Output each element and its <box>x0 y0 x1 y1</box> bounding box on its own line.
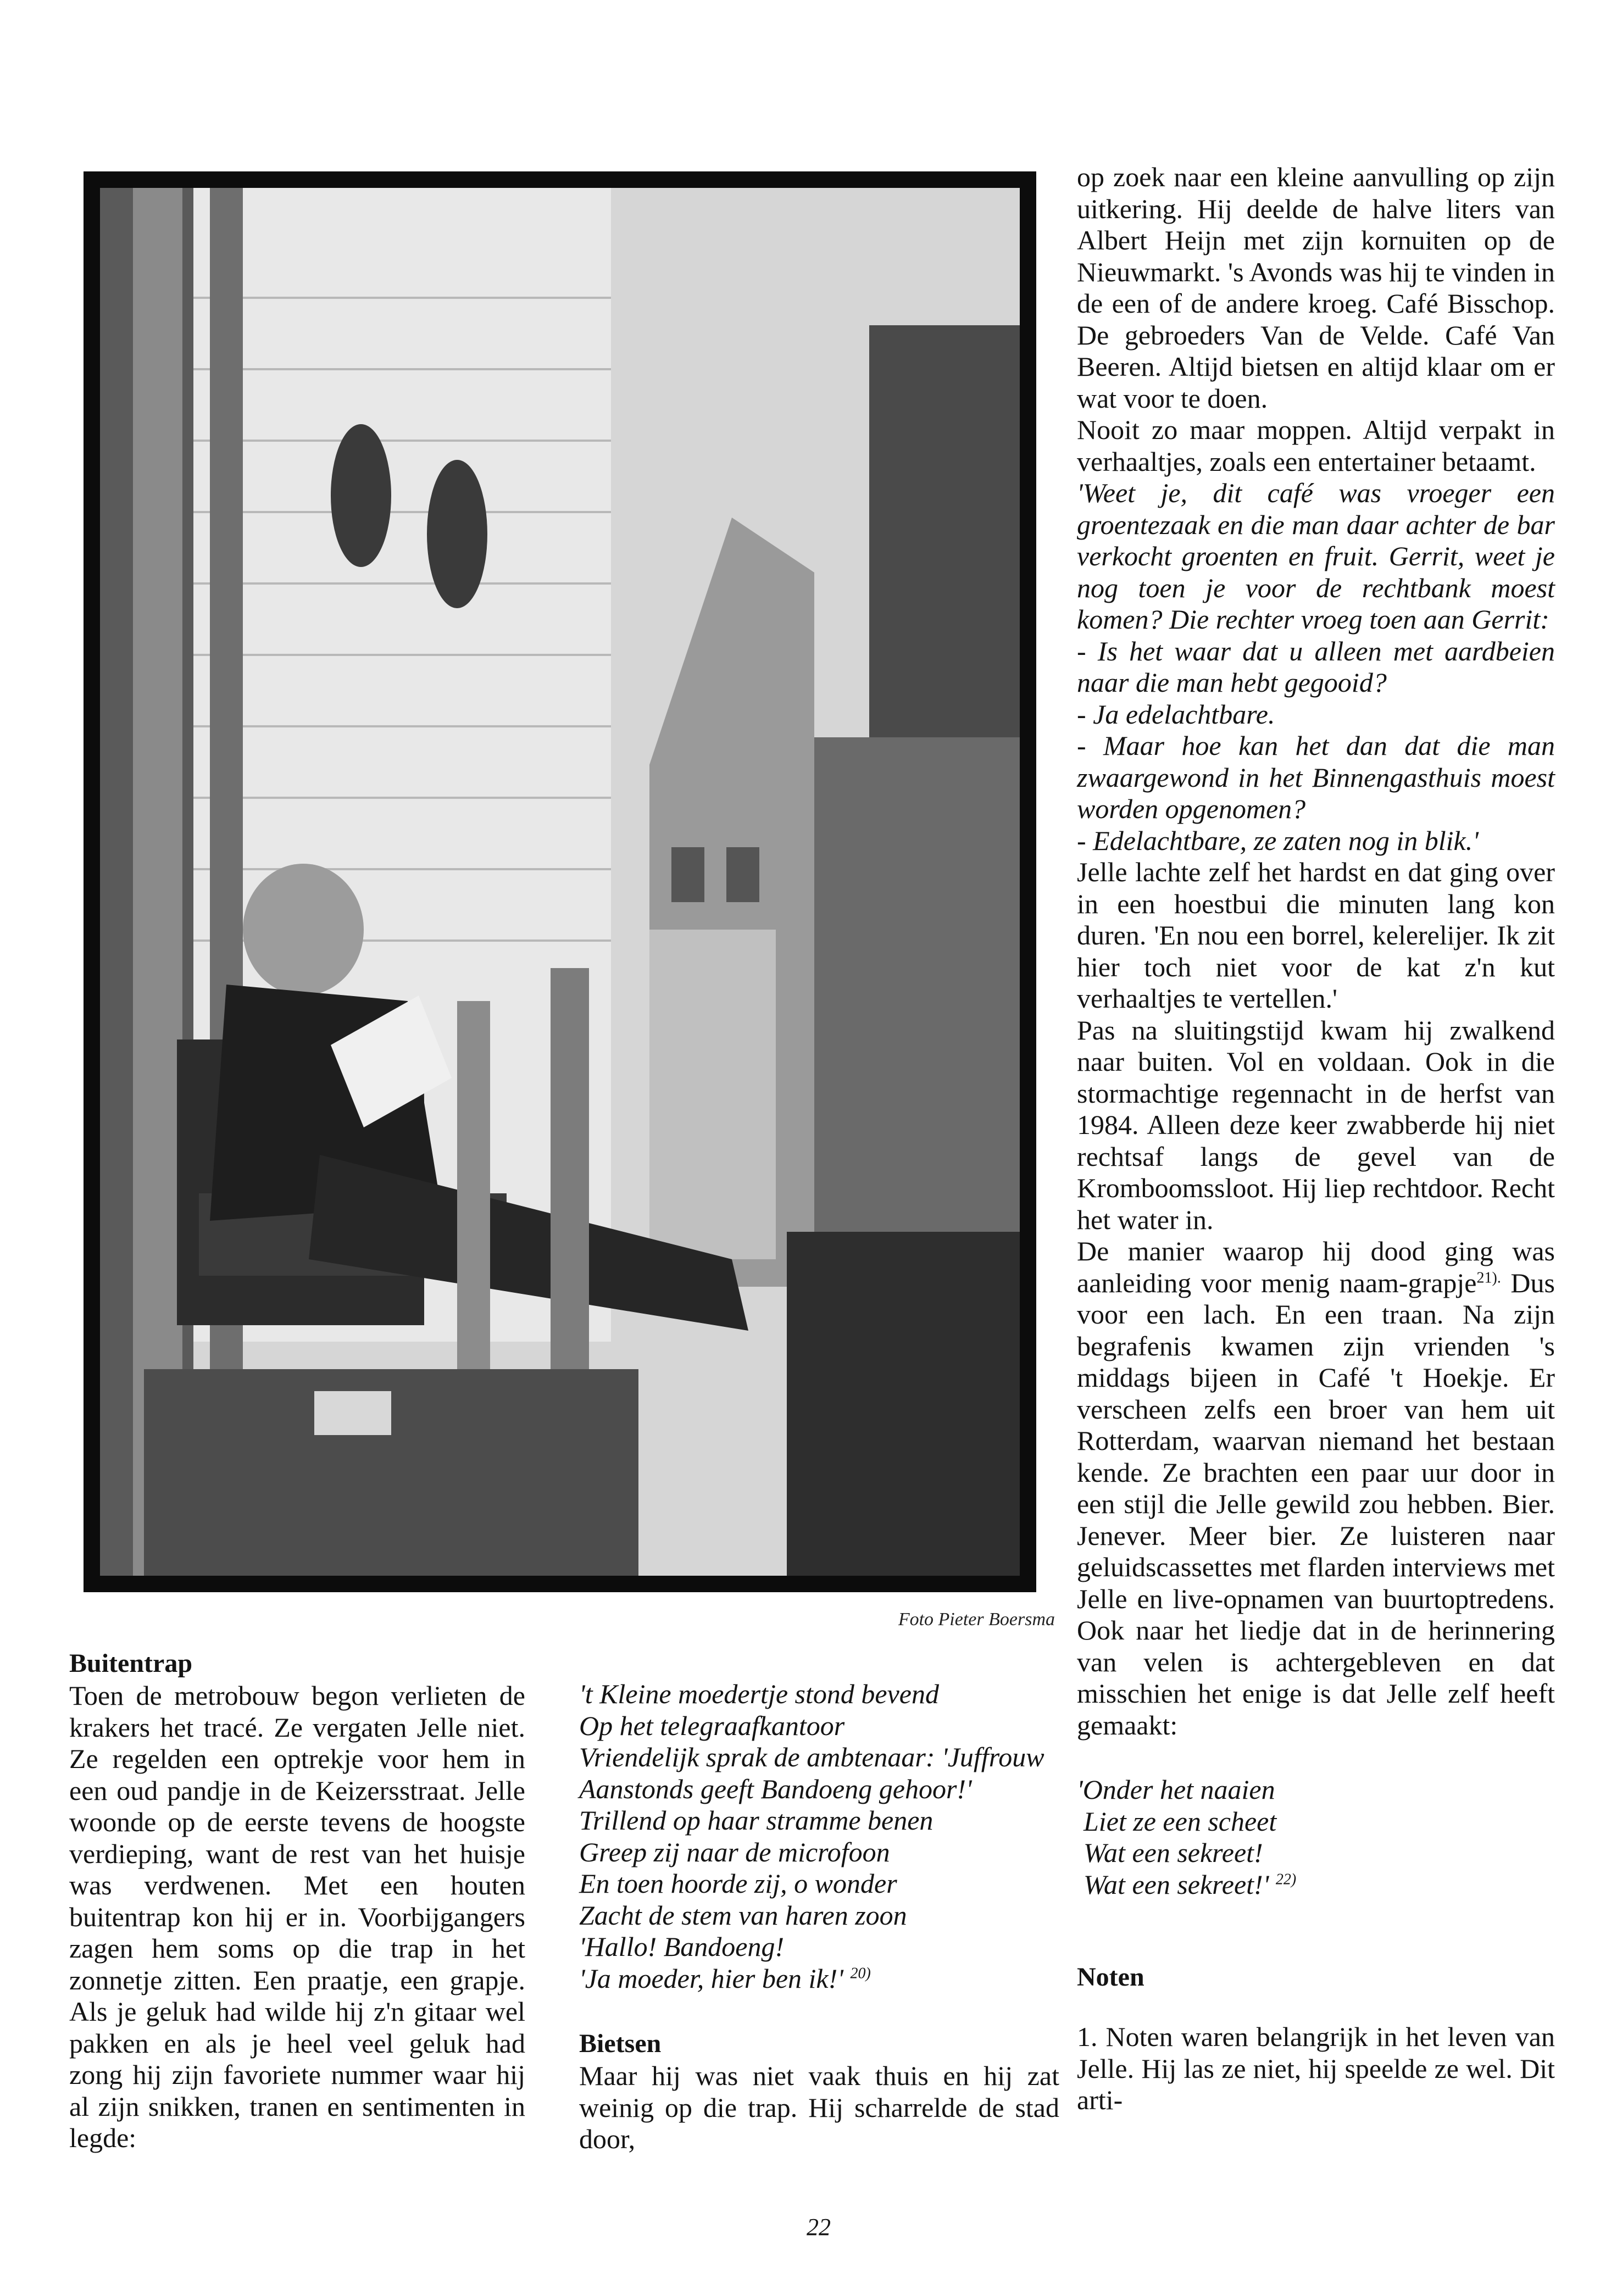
quote-line: - Is het waar dat u alleen met aardbeien naar die man hebt gegooid? <box>1077 635 1555 698</box>
column-left <box>69 1647 525 2154</box>
quote-line: - Ja edelachtbare. <box>1077 698 1275 730</box>
paragraph-hoestbui: Jelle lachte zelf het hardst en dat ging over in een hoestbui die minuten lang kon duren. 'En nou een borrel, kelerelijer. Ik zit hier toch niet voor de kat z'n kut verhaaltjes te vertellen.' <box>1077 857 1555 1014</box>
photo-frame <box>84 171 1036 1592</box>
poem-line: 'Ja moeder, hier ben ik!' <box>579 1963 843 1994</box>
paragraph-begrafenis <box>1077 1236 1555 1741</box>
column-right <box>1077 162 1555 2116</box>
poem-line: Wat een sekreet!' <box>1083 1869 1269 1900</box>
photograph-man-reading-on-stair <box>100 188 1020 1576</box>
poem-line: Trillend op haar stramme benen <box>579 1805 933 1836</box>
poem-line: Liet ze een scheet <box>1083 1805 1277 1837</box>
section-heading-buitentrap: Buitentrap <box>69 1649 193 1678</box>
poem-bandoeng <box>579 1678 1059 1994</box>
quote-line: - Maar hoe kan het dan dat die man zwaargewond in het Binnengasthuis moest worden opgenomen? <box>1077 730 1555 824</box>
paragraph-uitkering: op zoek naar een kleine aanvulling op zijn uitkering. Hij deelde de halve liters van Albert Heijn met zijn kornuiten op de Nieuwmarkt. 's Avonds was hij te vinden in de een of de andere kroeg. Café Bisschop. De gebroeders Van de Velde. Café Van Beeren. Altijd bietsen en altijd klaar om er wat voor te doen. <box>1077 162 1555 414</box>
footnote-ref-22: 22) <box>1275 1870 1297 1888</box>
poem-line: Vriendelijk sprak de ambtenaar: 'Juffrouw <box>579 1742 1044 1772</box>
poem-line: Aanstonds geeft Bandoeng gehoor!' <box>579 1773 972 1804</box>
paragraph-bietsen: Maar hij was niet vaak thuis en hij zat weinig op die trap. Hij scharrelde de stad door, <box>579 2060 1059 2154</box>
paragraph-text: Dus voor een lach. En een traan. Na zijn begrafenis kwamen zijn vrienden 's middags bijeen in Café 't Hoekje. Er verscheen zelfs een broer van hem uit Rotterdam, waarvan niemand het bestaan kende. Ze brachten een paar uur door in een stijl die Jelle gewild zou hebben. Bier. Jenever. Meer bier. Ze luisteren naar geluidscassettes met flarden interviews met Jelle en live-opnamen van buurtoptredens. Ook naar het liedje dat in de herinnering van velen is achtergebleven en dat misschien het enige is dat Jelle zelf heeft gemaakt: <box>1077 1267 1555 1741</box>
poem-line: Wat een sekreet! <box>1083 1837 1263 1868</box>
photo-illustration <box>100 188 1020 1576</box>
footnote-ref-21: 21). <box>1476 1269 1501 1286</box>
poem-line-last <box>1077 1869 1555 1901</box>
poem-line: Greep zij naar de microfoon <box>579 1836 890 1867</box>
page-number: 22 <box>807 2214 831 2241</box>
quote-rechtbank <box>1077 477 1555 857</box>
poem-line: 'Onder het naaien <box>1077 1774 1275 1805</box>
paragraph-buitentrap: Toen de metrobouw begon verlieten de krakers het tracé. Ze vergaten Jelle niet. Ze regelden een optrekje voor hem in een oud pandje in de Keizersstraat. Jelle woonde op de eerste tevens de hoogste verdieping, want de rest van het huisje was verdwenen. Met een houten buitentrap kon hij er in. Voorbijgangers zagen hem soms op die trap in het zonnetje zitten. Een praatje, een grapje. Als je geluk had wilde hij z'n gitaar wel pakken en als je heel veel geluk had zong hij zijn favoriete nummer waar hij al zijn snikken, tranen en sentimenten in legde: <box>69 1680 525 2153</box>
section-heading-bietsen: Bietsen <box>579 2029 662 2058</box>
poem-sekreet <box>1077 1774 1555 1900</box>
footnote-ref-20: 20) <box>850 1964 871 1982</box>
paragraph-sluitingstijd: Pas na sluitingstijd kwam hij zwalkend naar buiten. Vol en voldaan. Ook in die stormachtige regennacht in de herfst van 1984. Alleen deze keer zwabberde hij niet rechtsaf langs de gevel van de Kromboomssloot. Hij liep rechtdoor. Recht het water in. <box>1077 1014 1555 1235</box>
poem-line: Zacht de stem van haren zoon <box>579 1899 907 1931</box>
poem-line: 't Kleine moedertje stond bevend <box>579 1678 939 1709</box>
quote-line: 'Weet je, dit café was vroeger een groentezaak en die man daar achter de bar verkocht groenten en fruit. Gerrit, weet je nog toen je voor de rechtbank moest komen? Die rechter vroeg toen aan Gerrit: <box>1077 477 1555 635</box>
section-heading-noten: Noten <box>1077 1963 1144 1992</box>
photo-credit: Foto Pieter Boersma <box>898 1609 1055 1630</box>
poem-line: Op het telegraafkantoor <box>579 1710 845 1741</box>
paragraph-moppen: Nooit zo maar moppen. Altijd verpakt in verhaaltjes, zoals een entertainer betaamt. <box>1077 414 1555 477</box>
poem-line-last <box>579 1963 1059 1995</box>
poem-line: En toen hoorde zij, o wonder <box>579 1868 897 1899</box>
footnote-1: 1. Noten waren belangrijk in het leven van Jelle. Hij las ze niet, hij speelde ze wel. Dit arti- <box>1077 2021 1555 2115</box>
column-middle <box>579 1678 1059 2155</box>
poem-line: 'Hallo! Bandoeng! <box>579 1931 785 1962</box>
paragraph-text: De manier waarop hij dood ging was aanleiding voor menig naam-grapje <box>1077 1236 1555 1298</box>
quote-line: - Edelachtbare, ze zaten nog in blik.' <box>1077 825 1479 856</box>
